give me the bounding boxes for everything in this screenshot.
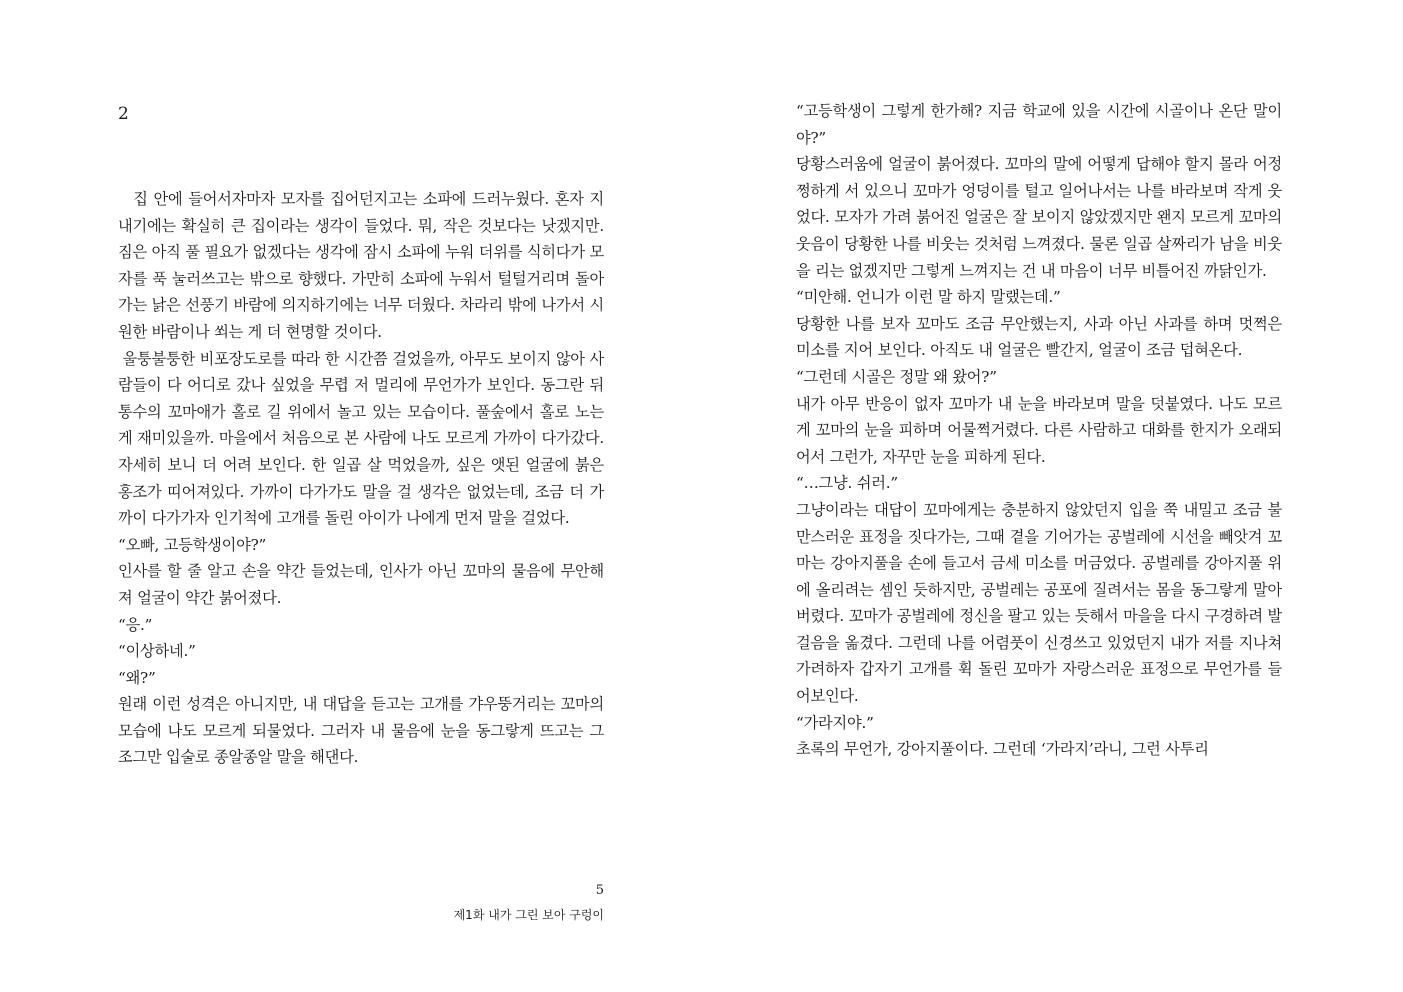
paragraph: 원래 이런 성격은 아니지만, 내 대답을 듣고는 고개를 갸우뚱거리는 꼬마의 모습에 나도 모르게 되물었다. 그러자 내 물음에 눈을 동그랗게 뜨고는 그 조그만 입술로 종알종알 말을 해댄다. — [118, 695, 604, 767]
right-page-text — [796, 98, 1282, 763]
dialogue-line: “미안해. 언니가 이런 말 하지 말랬는데.” — [796, 288, 1061, 307]
page-number: 5 — [595, 883, 604, 898]
paragraph: 내가 아무 반응이 없자 꼬마가 내 눈을 바라보며 말을 덧붙였다. 나도 모르게 꼬마의 눈을 피하며 어물쩍거렸다. 다른 사람하고 대화를 한지가 오래되어서 그런가, 자꾸만 눈을 피하게 된다. — [796, 394, 1282, 466]
paragraph: 당황스러움에 얼굴이 붉어졌다. 꼬마의 말에 어떻게 답해야 할지 몰라 어정쩡하게 서 있으니 꼬마가 엉덩이를 털고 일어나서는 나를 바라보며 작게 웃었다. 모자가 가려 붉어진 얼굴은 잘 보이지 않았겠지만 왠지 모르게 꼬마의 웃음이 당황한 나를 비웃는 것처럼 느껴졌다. 물론 일곱 살짜리가 남을 비웃을 리는 없겠지만 그렇게 느껴지는 건 내 마음이 너무 비틀어진 까닭인가. — [796, 155, 1282, 280]
dialogue-line: “고등학생이 그렇게 한가해? 지금 학교에 있을 시간에 시골이나 온단 말이야?” — [796, 102, 1282, 147]
chapter-number: 2 — [118, 104, 129, 124]
paragraph: 인사를 할 줄 알고 손을 약간 들었는데, 인사가 아닌 꼬마의 물음에 무안해져 얼굴이 약간 붉어졌다. — [118, 562, 604, 607]
dialogue-line: “…그냥. 쉬러.” — [796, 474, 898, 493]
paragraph: 집 안에 들어서자마자 모자를 집어던지고는 소파에 드러누웠다. 혼자 지내기에는 확실히 큰 집이라는 생각이 들었다. 뭐, 작은 것보다는 낫겠지만. 짐은 아직 풀 필요가 없겠다는 생각에 잠시 소파에 누워 더위를 식히다가 모자를 푹 눌러쓰고는 밖으로 향했다. 가만히 소파에 누워서 털털거리며 돌아가는 낡은 선풍기 바람에 의지하기에는 너무 더웠다. 차라리 밖에 나가서 시원한 바람이나 쐬는 게 더 현명할 것이다. — [118, 190, 604, 341]
paragraph: 초록의 무언가, 강아지풀이다. 그런데 ‘가라지’라니, 그런 사투리 — [796, 740, 1209, 759]
dialogue-line: “응.” — [118, 615, 153, 634]
dialogue-line: “가라지야.” — [796, 713, 874, 732]
paragraph: 울퉁불퉁한 비포장도로를 따라 한 시간쯤 걸었을까, 아무도 보이지 않아 사람들이 다 어디로 갔나 싶었을 무렵 저 멀리에 무언가가 보인다. 동그란 뒤통수의 꼬마애가 홀로 길 위에서 놀고 있는 모습이다. 풀숲에서 홀로 노는 게 재미있을까. 마을에서 처음으로 본 사람에 나도 모르게 가까이 다가갔다. 자세히 보니 더 어려 보인다. 한 일곱 살 먹었을까, 싶은 앳된 얼굴에 붉은 홍조가 띠어져있다. 가까이 다가가도 말을 걸 생각은 없었는데, 조금 더 가까이 다가가자 인기척에 고개를 돌린 아이가 나에게 먼저 말을 걸었다. — [118, 349, 604, 528]
running-title: 제1화 내가 그린 보아 구렁이 — [453, 908, 604, 922]
dialogue-line: “이상하네.” — [118, 642, 196, 661]
dialogue-line: “그런데 시골은 정말 왜 왔어?” — [796, 367, 997, 386]
dialogue-line: “왜?” — [118, 668, 156, 687]
left-page-text — [118, 186, 604, 771]
paragraph: 당황한 나를 보자 꼬마도 조금 무안했는지, 사과 아닌 사과를 하며 멋쩍은 미소를 지어 보인다. 아직도 내 얼굴은 빨간지, 얼굴이 조금 덥혀온다. — [796, 314, 1282, 360]
dialogue-line: “오빠, 고등학생이야?” — [118, 535, 267, 554]
paragraph: 그냥이라는 대답이 꼬마에게는 충분하지 않았던지 입을 쭉 내밀고 조금 불만스러운 표정을 짓다가는, 그때 곁을 기어가는 공벌레에 시선을 빼앗겨 꼬마는 강아지풀을 손에 들고서 금세 미소를 머금었다. 공벌레를 강아지풀 위에 올리려는 셈인 듯하지만, 공벌레는 공포에 질려서는 몸을 동그랗게 말아버렸다. 꼬마가 공벌레에 정신을 팔고 있는 듯해서 마을을 다시 구경하려 발걸음을 옮겼다. 그런데 나를 어렴풋이 신경쓰고 있었던지 내가 저를 지나쳐가려하자 갑자기 고개를 휙 돌린 꼬마가 자랑스러운 표정으로 무언가를 들어보인다. — [796, 500, 1282, 706]
